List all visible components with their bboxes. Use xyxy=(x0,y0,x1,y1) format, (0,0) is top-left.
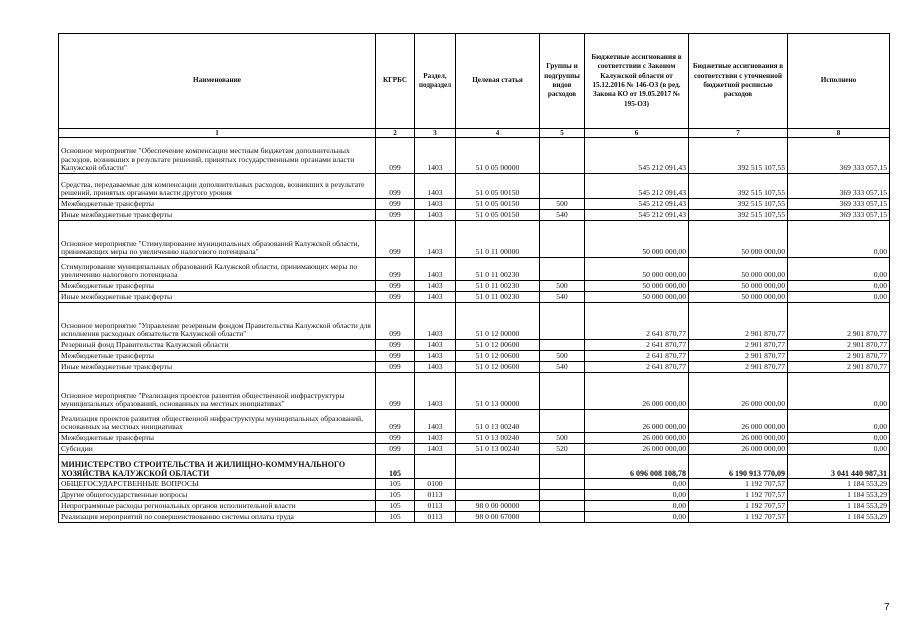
row-name: Основное мероприятие "Управление резервным фондом Правительства Калужской области для исполнения расходных обязательств Калужской области" xyxy=(59,303,376,340)
row-target: 51 0 12 00600 xyxy=(456,362,540,373)
row-group: 540 xyxy=(540,292,585,303)
row-name: Основное мероприятие "Реализация проектов развития общественной инфраструктуры муниципальных образований, основанных на местных инициативах" xyxy=(59,373,376,410)
row-executed: 0,00 xyxy=(788,410,890,433)
row-target xyxy=(456,490,540,501)
row-krbs: 099 xyxy=(376,303,415,340)
column-number: 6 xyxy=(585,129,689,138)
header-budget-updated: Бюджетные ассигнования в соответствии с уточненной бюджетной росписью расходов xyxy=(689,34,788,129)
row-target: 51 0 13 00240 xyxy=(456,444,540,455)
row-budget-updated: 26 000 000,00 xyxy=(689,410,788,433)
table-row xyxy=(59,455,890,479)
row-budget-law: 6 096 008 108,78 xyxy=(585,455,689,479)
row-group xyxy=(540,303,585,340)
row-budget-updated: 50 000 000,00 xyxy=(689,258,788,281)
row-target xyxy=(456,479,540,490)
row-target: 51 0 05 00150 xyxy=(456,199,540,210)
row-section: 0113 xyxy=(415,512,456,523)
row-budget-law: 50 000 000,00 xyxy=(585,258,689,281)
column-number: 8 xyxy=(788,129,890,138)
table-row xyxy=(59,433,890,444)
table-row xyxy=(59,512,890,523)
row-executed: 2 901 870,77 xyxy=(788,303,890,340)
row-group: 500 xyxy=(540,281,585,292)
row-name: Межбюджетные трансферты xyxy=(59,281,376,292)
row-group: 520 xyxy=(540,444,585,455)
row-name: Иные межбюджетные трансферты xyxy=(59,362,376,373)
row-krbs: 105 xyxy=(376,501,415,512)
row-krbs: 099 xyxy=(376,351,415,362)
row-executed: 1 184 553,29 xyxy=(788,512,890,523)
row-krbs: 099 xyxy=(376,221,415,258)
row-section: 1403 xyxy=(415,174,456,199)
table-row xyxy=(59,258,890,281)
row-budget-updated: 6 190 913 770,09 xyxy=(689,455,788,479)
table-body xyxy=(59,138,890,523)
column-number: 7 xyxy=(689,129,788,138)
row-name: Иные межбюджетные трансферты xyxy=(59,210,376,221)
page-number: 7 xyxy=(884,602,890,613)
row-section: 1403 xyxy=(415,340,456,351)
row-budget-law: 50 000 000,00 xyxy=(585,281,689,292)
row-name: Основное мероприятие "Стимулирование муниципальных образований Калужской области, принимающих меры по увеличению налогового потенциала" xyxy=(59,221,376,258)
row-budget-law: 0,00 xyxy=(585,479,689,490)
row-executed: 0,00 xyxy=(788,433,890,444)
row-krbs: 099 xyxy=(376,362,415,373)
column-number: 5 xyxy=(540,129,585,138)
row-krbs: 099 xyxy=(376,174,415,199)
table-row xyxy=(59,373,890,410)
row-target: 51 0 11 00230 xyxy=(456,281,540,292)
table-row xyxy=(59,199,890,210)
header-row xyxy=(59,34,890,129)
row-krbs: 099 xyxy=(376,199,415,210)
table-row xyxy=(59,281,890,292)
row-budget-updated: 1 192 707,57 xyxy=(689,490,788,501)
column-number-row xyxy=(59,129,890,138)
row-executed: 1 184 553,29 xyxy=(788,490,890,501)
row-name: Резервный фонд Правительства Калужской области xyxy=(59,340,376,351)
row-executed: 2 901 870,77 xyxy=(788,362,890,373)
row-executed: 1 184 553,29 xyxy=(788,479,890,490)
row-krbs: 099 xyxy=(376,210,415,221)
column-number: 2 xyxy=(376,129,415,138)
column-number: 1 xyxy=(59,129,376,138)
row-target xyxy=(456,455,540,479)
row-budget-law: 2 641 870,77 xyxy=(585,340,689,351)
table-row xyxy=(59,351,890,362)
row-group: 500 xyxy=(540,199,585,210)
row-executed: 3 041 440 987,31 xyxy=(788,455,890,479)
row-krbs: 099 xyxy=(376,410,415,433)
row-krbs: 099 xyxy=(376,444,415,455)
header-name: Наименование xyxy=(59,34,376,129)
row-krbs: 099 xyxy=(376,340,415,351)
row-budget-law: 26 000 000,00 xyxy=(585,444,689,455)
row-group xyxy=(540,174,585,199)
column-number: 4 xyxy=(456,129,540,138)
row-name: Субсидии xyxy=(59,444,376,455)
row-budget-updated: 26 000 000,00 xyxy=(689,433,788,444)
table-row xyxy=(59,221,890,258)
row-name: Межбюджетные трансферты xyxy=(59,351,376,362)
row-budget-law: 26 000 000,00 xyxy=(585,410,689,433)
row-krbs: 105 xyxy=(376,512,415,523)
row-section: 1403 xyxy=(415,199,456,210)
row-executed: 0,00 xyxy=(788,258,890,281)
row-krbs: 099 xyxy=(376,373,415,410)
row-target: 51 0 12 00600 xyxy=(456,351,540,362)
row-section: 1403 xyxy=(415,373,456,410)
row-budget-law: 545 212 091,43 xyxy=(585,138,689,174)
row-group xyxy=(540,501,585,512)
table-row xyxy=(59,479,890,490)
table-row xyxy=(59,490,890,501)
row-group xyxy=(540,410,585,433)
row-section: 0113 xyxy=(415,501,456,512)
row-budget-updated: 1 192 707,57 xyxy=(689,501,788,512)
row-group xyxy=(540,479,585,490)
row-section: 1403 xyxy=(415,433,456,444)
row-section: 1403 xyxy=(415,351,456,362)
row-budget-updated: 392 515 107,55 xyxy=(689,210,788,221)
row-name: Межбюджетные трансферты xyxy=(59,433,376,444)
row-budget-updated: 26 000 000,00 xyxy=(689,444,788,455)
row-section: 1403 xyxy=(415,410,456,433)
row-group xyxy=(540,138,585,174)
row-budget-updated: 2 901 870,77 xyxy=(689,340,788,351)
row-group xyxy=(540,221,585,258)
row-section xyxy=(415,455,456,479)
row-target: 51 0 12 00000 xyxy=(456,303,540,340)
row-name: Межбюджетные трансферты xyxy=(59,199,376,210)
row-krbs: 105 xyxy=(376,479,415,490)
row-budget-law: 545 212 091,43 xyxy=(585,210,689,221)
row-name: Стимулирование муниципальных образований Калужской области, принимающих меры по увеличению налогового потенциала xyxy=(59,258,376,281)
table-row xyxy=(59,292,890,303)
row-budget-law: 0,00 xyxy=(585,501,689,512)
row-executed: 0,00 xyxy=(788,221,890,258)
row-krbs: 105 xyxy=(376,490,415,501)
row-section: 1403 xyxy=(415,281,456,292)
row-budget-updated: 2 901 870,77 xyxy=(689,303,788,340)
row-executed: 369 333 057,15 xyxy=(788,138,890,174)
row-group: 540 xyxy=(540,210,585,221)
header-krbs: КГРБС xyxy=(376,34,415,129)
table-row xyxy=(59,138,890,174)
header-section: Раздел, подраздел xyxy=(415,34,456,129)
row-budget-law: 2 641 870,77 xyxy=(585,351,689,362)
row-budget-updated: 50 000 000,00 xyxy=(689,221,788,258)
row-budget-updated: 392 515 107,55 xyxy=(689,199,788,210)
row-target: 51 0 13 00240 xyxy=(456,410,540,433)
table-row xyxy=(59,303,890,340)
row-section: 0113 xyxy=(415,490,456,501)
row-budget-law: 2 641 870,77 xyxy=(585,303,689,340)
row-name: Иные межбюджетные трансферты xyxy=(59,292,376,303)
row-section: 1403 xyxy=(415,362,456,373)
row-name: Реализация проектов развития общественной инфраструктуры муниципальных образований, основанных на местных инициативах xyxy=(59,410,376,433)
row-budget-updated: 1 192 707,57 xyxy=(689,479,788,490)
row-section: 1403 xyxy=(415,292,456,303)
table-row xyxy=(59,174,890,199)
row-group xyxy=(540,512,585,523)
row-krbs: 099 xyxy=(376,281,415,292)
header-target: Целевая статья xyxy=(456,34,540,129)
row-section: 0100 xyxy=(415,479,456,490)
row-name: Непрограммные расходы региональных органов исполнительной власти xyxy=(59,501,376,512)
row-executed: 369 333 057,15 xyxy=(788,199,890,210)
table-row xyxy=(59,410,890,433)
row-target: 51 0 05 00000 xyxy=(456,138,540,174)
row-target: 51 0 11 00000 xyxy=(456,221,540,258)
row-section: 1403 xyxy=(415,303,456,340)
row-budget-updated: 50 000 000,00 xyxy=(689,292,788,303)
row-target: 98 0 00 67000 xyxy=(456,512,540,523)
row-budget-updated: 392 515 107,55 xyxy=(689,174,788,199)
row-target: 51 0 13 00000 xyxy=(456,373,540,410)
row-budget-law: 50 000 000,00 xyxy=(585,292,689,303)
column-number: 3 xyxy=(415,129,456,138)
row-group xyxy=(540,258,585,281)
row-budget-law: 545 212 091,43 xyxy=(585,174,689,199)
row-section: 1403 xyxy=(415,138,456,174)
row-target: 51 0 05 00150 xyxy=(456,210,540,221)
row-budget-law: 545 212 091,43 xyxy=(585,199,689,210)
row-executed: 0,00 xyxy=(788,444,890,455)
row-budget-law: 50 000 000,00 xyxy=(585,221,689,258)
row-budget-updated: 50 000 000,00 xyxy=(689,281,788,292)
row-budget-updated: 392 515 107,55 xyxy=(689,138,788,174)
row-budget-law: 0,00 xyxy=(585,512,689,523)
header-groups: Группы и подгруппы видов расходов xyxy=(540,34,585,129)
row-target: 51 0 13 00240 xyxy=(456,433,540,444)
table-row xyxy=(59,210,890,221)
row-name: Другие общегосударственные вопросы xyxy=(59,490,376,501)
row-target: 51 0 11 00230 xyxy=(456,292,540,303)
row-name: Основное мероприятие "Обеспечение компенсации местным бюджетам дополнительных расходов, возникших в результате решений, принятых государственными органами власти Калужской области" xyxy=(59,138,376,174)
row-group xyxy=(540,490,585,501)
row-name: ОБЩЕГОСУДАРСТВЕННЫЕ ВОПРОСЫ xyxy=(59,479,376,490)
row-executed: 2 901 870,77 xyxy=(788,340,890,351)
row-krbs: 105 xyxy=(376,455,415,479)
row-budget-law: 26 000 000,00 xyxy=(585,433,689,444)
table-row xyxy=(59,340,890,351)
row-group xyxy=(540,455,585,479)
row-section: 1403 xyxy=(415,258,456,281)
row-target: 51 0 05 00150 xyxy=(456,174,540,199)
row-target: 51 0 12 00600 xyxy=(456,340,540,351)
table-row xyxy=(59,501,890,512)
row-budget-updated: 26 000 000,00 xyxy=(689,373,788,410)
header-executed: Исполнено xyxy=(788,34,890,129)
row-name: Средства, передаваемые для компенсации дополнительных расходов, возникших в результате решений, принятых органами власти другого уровня xyxy=(59,174,376,199)
row-group xyxy=(540,340,585,351)
header-budget-law: Бюджетные ассигнования в соответствии с Законом Калужской области от 15.12.2016 № 146-ОЗ (в ред. Закона КО от 19.05.2017 № 195-ОЗ) xyxy=(585,34,689,129)
row-section: 1403 xyxy=(415,210,456,221)
row-krbs: 099 xyxy=(376,258,415,281)
row-budget-law: 26 000 000,00 xyxy=(585,373,689,410)
row-group: 500 xyxy=(540,351,585,362)
row-krbs: 099 xyxy=(376,292,415,303)
row-executed: 369 333 057,15 xyxy=(788,174,890,199)
row-executed: 1 184 553,29 xyxy=(788,501,890,512)
row-executed: 2 901 870,77 xyxy=(788,351,890,362)
row-budget-updated: 1 192 707,57 xyxy=(689,512,788,523)
row-executed: 369 333 057,15 xyxy=(788,210,890,221)
row-group: 540 xyxy=(540,362,585,373)
row-group: 500 xyxy=(540,433,585,444)
row-section: 1403 xyxy=(415,444,456,455)
row-executed: 0,00 xyxy=(788,373,890,410)
table-row xyxy=(59,362,890,373)
row-executed: 0,00 xyxy=(788,281,890,292)
row-name: МИНИСТЕРСТВО СТРОИТЕЛЬСТВА И ЖИЛИЩНО-КОММУНАЛЬНОГО ХОЗЯЙСТВА КАЛУЖСКОЙ ОБЛАСТИ xyxy=(59,455,376,479)
table-row xyxy=(59,444,890,455)
row-executed: 0,00 xyxy=(788,292,890,303)
row-section: 1403 xyxy=(415,221,456,258)
row-budget-updated: 2 901 870,77 xyxy=(689,351,788,362)
row-target: 98 0 00 00000 xyxy=(456,501,540,512)
row-group xyxy=(540,373,585,410)
row-budget-law: 2 641 870,77 xyxy=(585,362,689,373)
row-name: Реализация мероприятий по совершенствованию системы оплаты труда xyxy=(59,512,376,523)
row-target: 51 0 11 00230 xyxy=(456,258,540,281)
row-budget-updated: 2 901 870,77 xyxy=(689,362,788,373)
row-krbs: 099 xyxy=(376,433,415,444)
budget-table xyxy=(58,33,890,523)
row-krbs: 099 xyxy=(376,138,415,174)
row-budget-law: 0,00 xyxy=(585,490,689,501)
